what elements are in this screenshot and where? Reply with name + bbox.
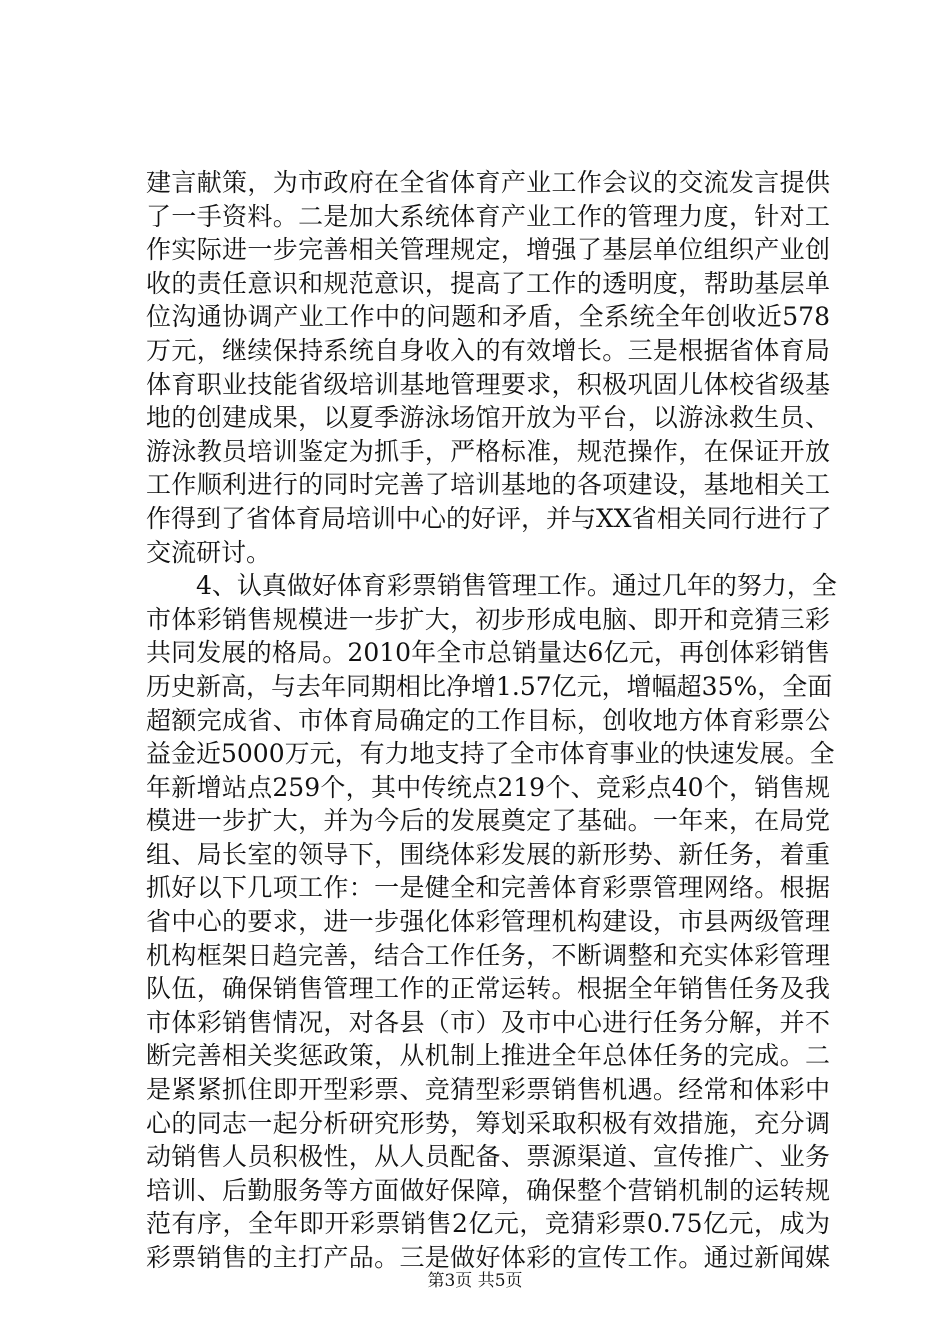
text-line: 省中心的要求，进一步强化体彩管理机构建设，市县两级管理	[146, 907, 830, 937]
text-line: 是紧紧抓住即开型彩票、竞猜型彩票销售机遇。经常和体彩中	[146, 1075, 830, 1105]
text-line: 作得到了省体育局培训中心的好评，并与XX省相关同行进行了	[146, 503, 832, 533]
text-line: 市体彩销售规模进一步扩大，初步形成电脑、即开和竞猜三彩	[146, 604, 830, 634]
text-line: 组、局长室的领导下，围绕体彩发展的新形势、新任务，着重	[146, 839, 830, 869]
text-line: 市体彩销售情况，对各县（市）及市中心进行任务分解，并不	[146, 1007, 830, 1037]
text-line: 体育职业技能省级培训基地管理要求，积极巩固儿体校省级基	[146, 369, 830, 399]
text-line: 位沟通协调产业工作中的问题和矛盾，全系统全年创收近578	[146, 302, 830, 332]
text-line: 工作顺利进行的同时完善了培训基地的各项建设，基地相关工	[146, 470, 830, 500]
text-line: 断完善相关奖惩政策，从机制上推进全年总体任务的完成。二	[146, 1041, 830, 1071]
text-line: 超额完成省、市体育局确定的工作目标，创收地方体育彩票公	[146, 705, 830, 735]
text-line: 交流研讨。	[146, 537, 272, 567]
text-line: 彩票销售的主打产品。三是做好体彩的宣传工作。通过新闻媒	[146, 1243, 830, 1272]
text-line: 作实际进一步完善相关管理规定，增强了基层单位组织产业创	[146, 235, 830, 265]
document-body	[146, 166, 837, 1275]
text-line: 建言献策，为市政府在全省体育产业工作会议的交流发言提供	[146, 168, 830, 197]
text-line: 收的责任意识和规范意识，提高了工作的透明度，帮助基层单	[146, 268, 830, 298]
text-line: 4、认真做好体育彩票销售管理工作。通过几年的努力，全	[146, 571, 837, 601]
text-line: 了一手资料。二是加大系统体育产业工作的管理力度，针对工	[146, 201, 830, 231]
text-line: 抓好以下几项工作：一是健全和完善体育彩票管理网络。根据	[146, 873, 830, 903]
text-line: 共同发展的格局。2010年全市总销量达6亿元，再创体彩销售	[146, 638, 830, 668]
text-line: 益金近5000万元，有力地支持了全市体育事业的快速发展。全	[146, 739, 835, 769]
text-line: 动销售人员积极性，从人员配备、票源渠道、宣传推广、业务	[146, 1142, 830, 1172]
text-line: 地的创建成果，以夏季游泳场馆开放为平台，以游泳救生员、	[146, 403, 830, 433]
text-line: 范有序，全年即开彩票销售2亿元，竞猜彩票0.75亿元，成为	[146, 1209, 830, 1239]
text-line: 机构框架日趋完善，结合工作任务，不断调整和充实体彩管理	[146, 940, 830, 970]
text-line: 模进一步扩大，并为今后的发展奠定了基础。一年来，在局党	[146, 806, 830, 836]
text-line: 历史新高，与去年同期相比净增1.57亿元，增幅超35%，全面	[146, 671, 833, 701]
text-line: 游泳教员培训鉴定为抓手，严格标准，规范操作，在保证开放	[146, 436, 830, 466]
text-line: 年新增站点259个，其中传统点219个、竞彩点40个，销售规	[146, 772, 830, 802]
text-line: 培训、后勤服务等方面做好保障，确保整个营销机制的运转规	[146, 1175, 830, 1205]
page-number-footer: 第3页 共5页	[427, 1271, 523, 1291]
text-line: 队伍，确保销售管理工作的正常运转。根据全年销售任务及我	[146, 974, 830, 1004]
text-line: 万元，继续保持系统自身收入的有效增长。三是根据省体育局	[146, 335, 830, 365]
text-line: 心的同志一起分析研究形势，筹划采取积极有效措施，充分调	[146, 1108, 830, 1138]
